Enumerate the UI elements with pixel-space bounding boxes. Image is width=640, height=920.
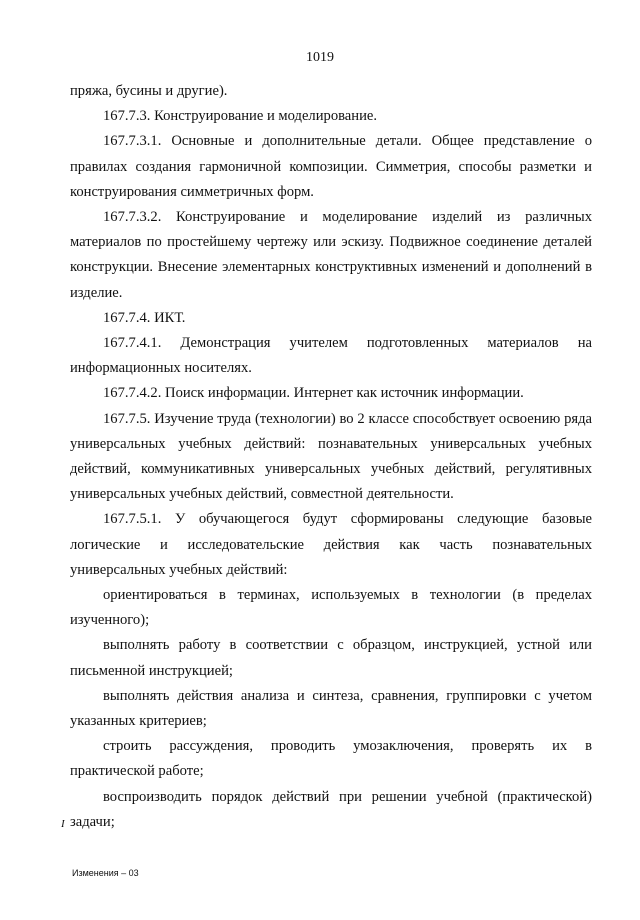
list-item-reproduce-order: воспроизводить порядок действий при решении учебной (практической) задачи; [70,788,592,830]
paragraph-167-7-4-1: 167.7.4.1. Демонстрация учителем подготовленных материалов на информационных носителях. [70,335,592,377]
list-item-perform-work: выполнять работу в соответствии с образцом, инструкцией, устной или письменной инструкцией; [70,637,592,679]
footer-revision-note: Изменения – 03 [72,868,139,878]
paragraph-continuation: пряжа, бусины и другие). [70,83,228,99]
paragraph-167-7-3-2: 167.7.3.2. Конструирование и моделирование изделий из различных материалов по простейшему чертежу или эскизу. Подвижное соединение деталей конструкции. Внесение элементарных конструктивных изменений и дополнений в изделие. [70,209,592,301]
paragraph-167-7-5-1: 167.7.5.1. У обучающегося будут сформированы следующие базовые логические и исследовательские действия как часть познавательных универсальных учебных действий: [70,511,592,578]
page-number: 1019 [306,50,334,65]
document-body [70,79,592,835]
section-heading-167-7-3: 167.7.3. Конструирование и моделирование. [103,108,378,125]
paragraph-167-7-4-2: 167.7.4.2. Поиск информации. Интернет как источник информации. [103,385,524,402]
margin-mark: I [61,818,65,830]
paragraph-167-7-5: 167.7.5. Изучение труда (технологии) во 2 классе способствует освоению ряда универсальных учебных действий: познавательных универсальных учебных действий, коммуникативных универсальных учебных действий, регулятивных универсальных учебных действий, совместной деятельности. [70,410,592,503]
section-heading-167-7-4: 167.7.4. ИКТ. [103,309,186,326]
list-item-analysis-synthesis: выполнять действия анализа и синтеза, сравнения, группировки с учетом указанных критериев; [70,687,592,730]
list-item-orient-terms: ориентироваться в терминах, используемых в технологии (в пределах изученного); [70,587,592,629]
paragraph-167-7-3-1: 167.7.3.1. Основные и дополнительные детали. Общее представление о правилах создания гармоничной композиции. Симметрия, способы разметки и конструирования симметричных форм. [70,133,592,200]
list-item-reasoning: строить рассуждения, проводить умозаключения, проверять их в практической работе; [70,738,592,780]
